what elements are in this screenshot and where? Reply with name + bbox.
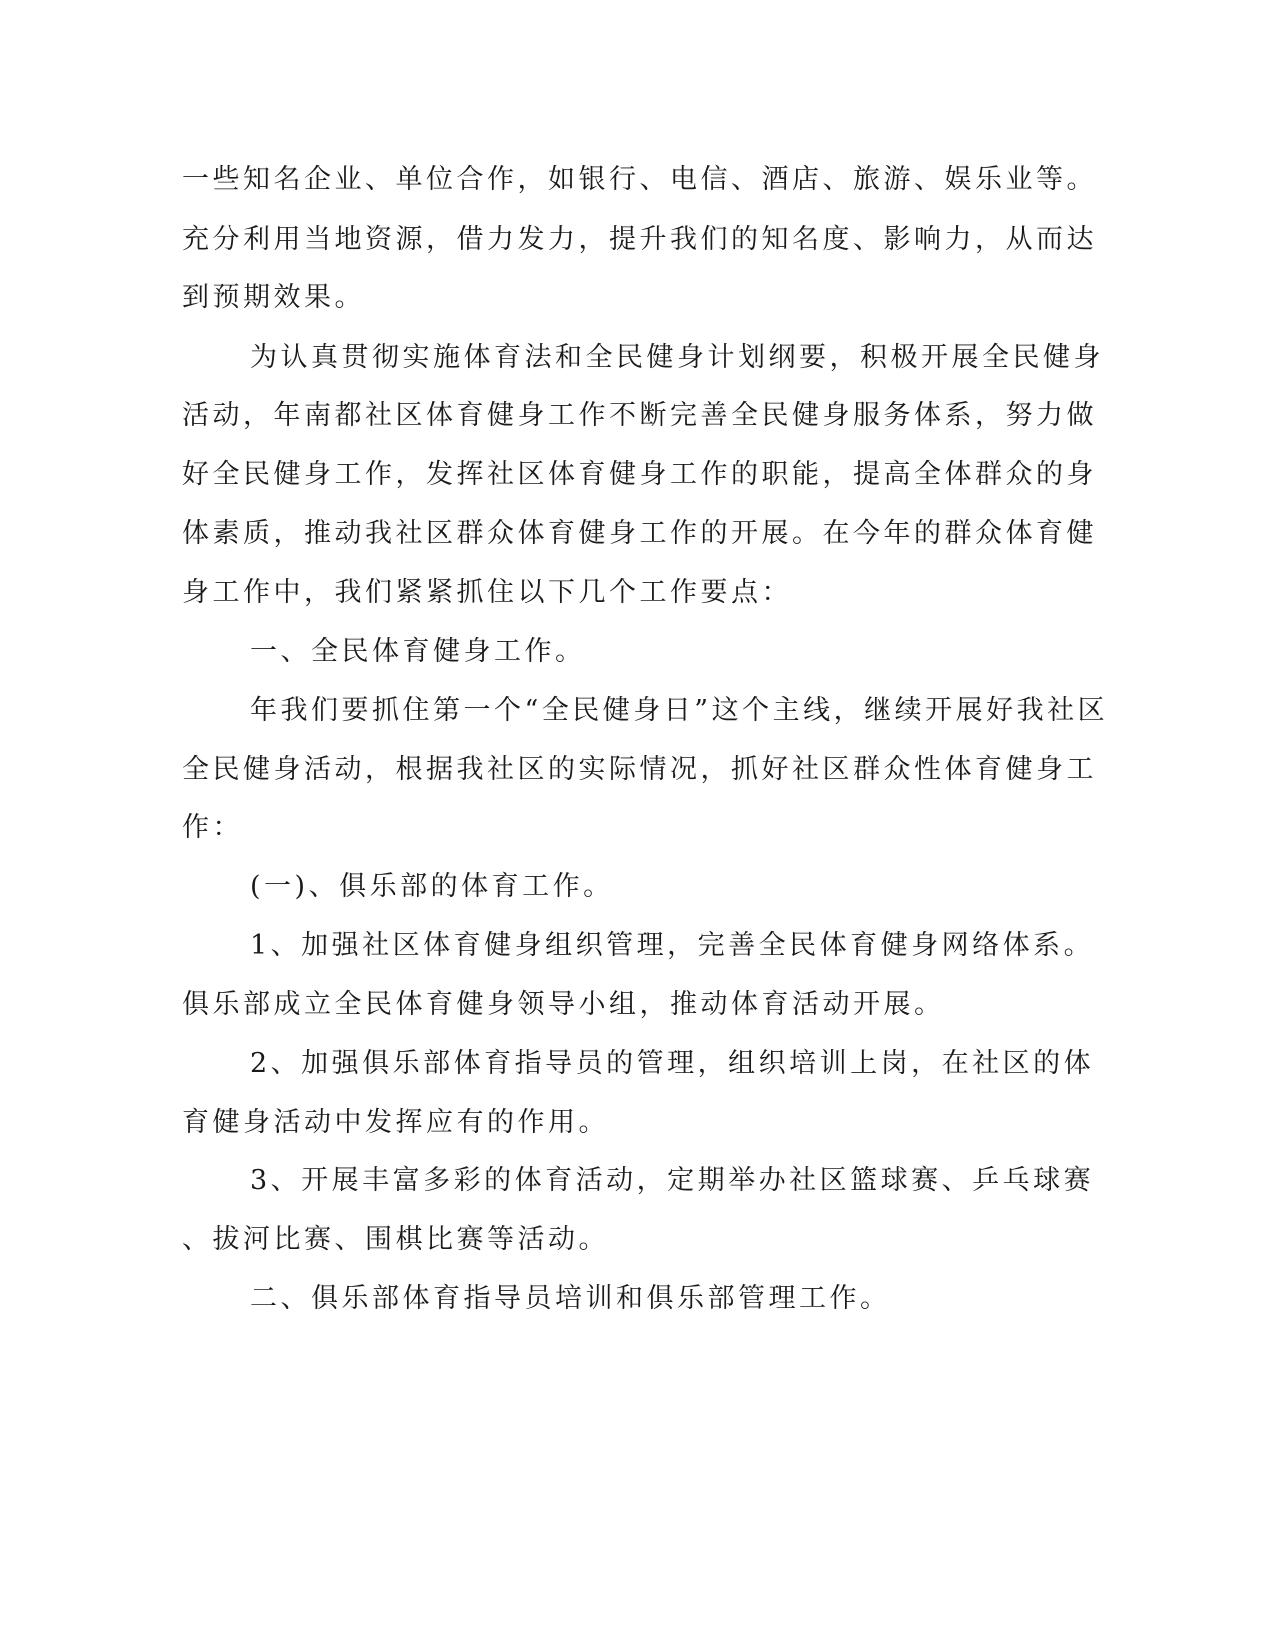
section-heading: 一、全民体育健身工作。 <box>250 636 586 667</box>
text-line: 活动，年南都社区体育健身工作不断完善全民健身服务体系，努力做 <box>182 400 1097 431</box>
text-line: 身工作中，我们紧紧抓住以下几个工作要点： <box>182 577 792 608</box>
list-item: 2、加强俱乐部体育指导员的管理，组织培训上岗，在社区的体 <box>250 1048 1095 1079</box>
list-item: 1、加强社区体育健身组织管理，完善全民体育健身网络体系。 <box>250 930 1095 961</box>
text-line: 全民健身活动，根据我社区的实际情况，抓好社区群众性体育健身工 <box>182 754 1097 785</box>
subsection-heading: (一)、俱乐部的体育工作。 <box>250 871 614 902</box>
list-item: 3、开展丰富多彩的体育活动，定期举办社区篮球赛、乒乓球赛 <box>250 1165 1095 1196</box>
text-line: 作： <box>182 812 243 843</box>
text-line: 育健身活动中发挥应有的作用。 <box>182 1107 609 1138</box>
section-heading: 二、俱乐部体育指导员培训和俱乐部管理工作。 <box>250 1283 891 1314</box>
text-line: 好全民健身工作，发挥社区体育健身工作的职能，提高全体群众的身 <box>182 459 1097 490</box>
text-line: 俱乐部成立全民体育健身领导小组，推动体育活动开展。 <box>182 989 945 1020</box>
paragraph-start-line: 为认真贯彻实施体育法和全民健身计划纲要，积极开展全民健身 <box>250 342 1104 373</box>
text-line: 一些知名企业、单位合作，如银行、电信、酒店、旅游、娱乐业等。 <box>182 164 1097 195</box>
text-line: 体素质，推动我社区群众体育健身工作的开展。在今年的群众体育健 <box>182 518 1097 549</box>
paragraph-start-line: 年我们要抓住第一个“全民健身日”这个主线，继续开展好我社区 <box>250 695 1109 726</box>
text-line: 、拔河比赛、围棋比赛等活动。 <box>182 1224 609 1255</box>
text-line: 充分利用当地资源，借力发力，提升我们的知名度、影响力，从而达 <box>182 224 1097 255</box>
text-line: 到预期效果。 <box>182 282 365 313</box>
